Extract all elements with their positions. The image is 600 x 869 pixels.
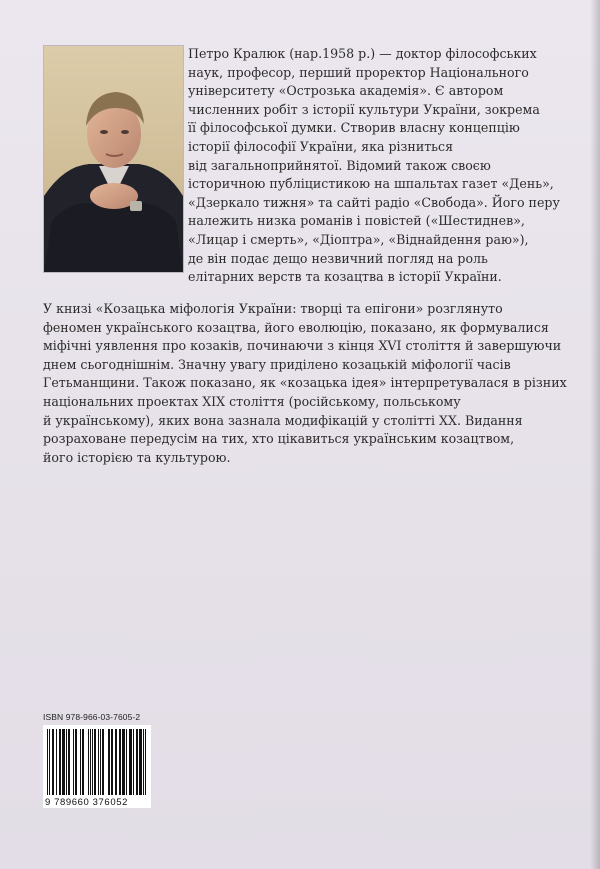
annotation-line: днем сьогоднішнім. Значну увагу приділено козацькій міфології часів [43,356,511,372]
barcode-bar [122,729,123,795]
barcode-bar [112,729,113,795]
barcode-bar [141,729,142,795]
barcode-bar [53,729,54,795]
author-portrait-image [44,46,183,272]
isbn-block [43,712,151,808]
isbn-label: ISBN 978-966-03-7605-2 [43,712,141,722]
barcode-bar [129,729,130,795]
author-bio-line: наук, професор, перший проректор Національного [188,64,529,80]
cover-edge-shadow [590,0,600,869]
barcode-bar [66,729,67,795]
barcode-bar [140,729,141,795]
barcode-bar [136,729,137,795]
barcode-bar [73,729,74,795]
barcode-bar [52,729,53,795]
annotation-line: Гетьманщини. Також показано, як «козацька ідея» інтерпретувалася в різних [43,375,567,391]
barcode-bar [139,729,140,795]
barcode [43,725,151,808]
barcode-bar [115,729,116,795]
author-bio-line: численних робіт з історії культури України, зокрема [188,101,540,117]
barcode-bars [43,725,151,797]
barcode-bar [123,729,124,795]
author-photo [43,45,184,273]
barcode-bar [133,729,134,795]
barcode-digits: 9 789660 376052 [45,797,149,808]
barcode-bar [63,729,64,795]
author-bio-line: її філософської думки. Створив власну концепцію [188,120,520,136]
barcode-bar [75,729,76,795]
barcode-bar [124,729,125,795]
author-bio-line: «Дзеркало тижня» та сайті радіо «Свобода». Його перу [188,194,560,210]
barcode-bar [68,729,69,795]
barcode-bar [49,729,50,795]
barcode-bar [80,729,81,795]
barcode-bar [76,729,77,795]
annotation-line: міфічні уявлення про козаків, починаючи з кінця XVI століття й завершуючи [43,338,562,354]
barcode-bar [64,729,65,795]
author-bio-line: «Лицар і смерть», «Діоптра», «Віднайдення раю»), [188,231,529,247]
barcode-bar [69,729,70,795]
barcode-bar [131,729,132,795]
author-bio-line: належить низка романів і повістей («Шестиднев», [188,213,525,229]
barcode-bar [108,729,109,795]
barcode-bar [109,729,110,795]
barcode-bar [90,729,91,795]
author-bio-line: де він подає дещо незвичний погляд на роль [188,250,488,266]
barcode-bar [60,729,61,795]
barcode-bar [119,729,120,795]
barcode-bar [100,729,101,795]
annotation-line: розраховане передусім на тих, хто цікавиться українським козацтвом, [43,431,515,447]
author-bio-line: від загальноприйнятої. Відомий також своєю [188,157,491,173]
barcode-bar [92,729,93,795]
barcode-bar [82,729,83,795]
barcode-bar [94,729,95,795]
barcode-bar [116,729,117,795]
barcode-bar [126,729,127,795]
annotation-line: У книзі «Козацька міфологія України: творці та епігони» розглянуто [43,301,503,316]
author-bio-line: елітарних верств та козацтва в історії України. [188,269,502,285]
barcode-bar [103,729,104,795]
annotation-line: національних проектах XIX століття (російському, польському [43,393,461,409]
barcode-bar [143,729,144,795]
author-bio [188,45,580,287]
barcode-bar [111,729,112,795]
author-bio-line: історії філософії України, яка різниться [188,138,454,154]
barcode-bar [137,729,138,795]
author-bio-line: Петро Кралюк (нар.1958 р.) — доктор філософських [188,46,537,61]
barcode-bar [59,729,60,795]
annotation-line: й українському), яких вона зазнала модифікацій у столітті XX. Видання [43,412,523,428]
barcode-bar [102,729,103,795]
author-bio-line: університету «Острозька академія». Є автором [188,83,504,99]
barcode-bar [95,729,96,795]
barcode-bar [56,729,57,795]
author-bio-line: історичною публіцистикою на шпальтах газет «День», [188,176,554,192]
barcode-bar [120,729,121,795]
barcode-bar [145,729,146,795]
book-annotation [43,300,583,467]
barcode-bar [83,729,84,795]
annotation-line: його історією та культурою. [43,449,231,465]
annotation-line: феномен українського козацтва, його еволюцію, показано, як формувалися [43,319,549,335]
barcode-bar [47,729,48,795]
barcode-bar [130,729,131,795]
barcode-bar [88,729,89,795]
barcode-bar [62,729,63,795]
barcode-bar [98,729,99,795]
